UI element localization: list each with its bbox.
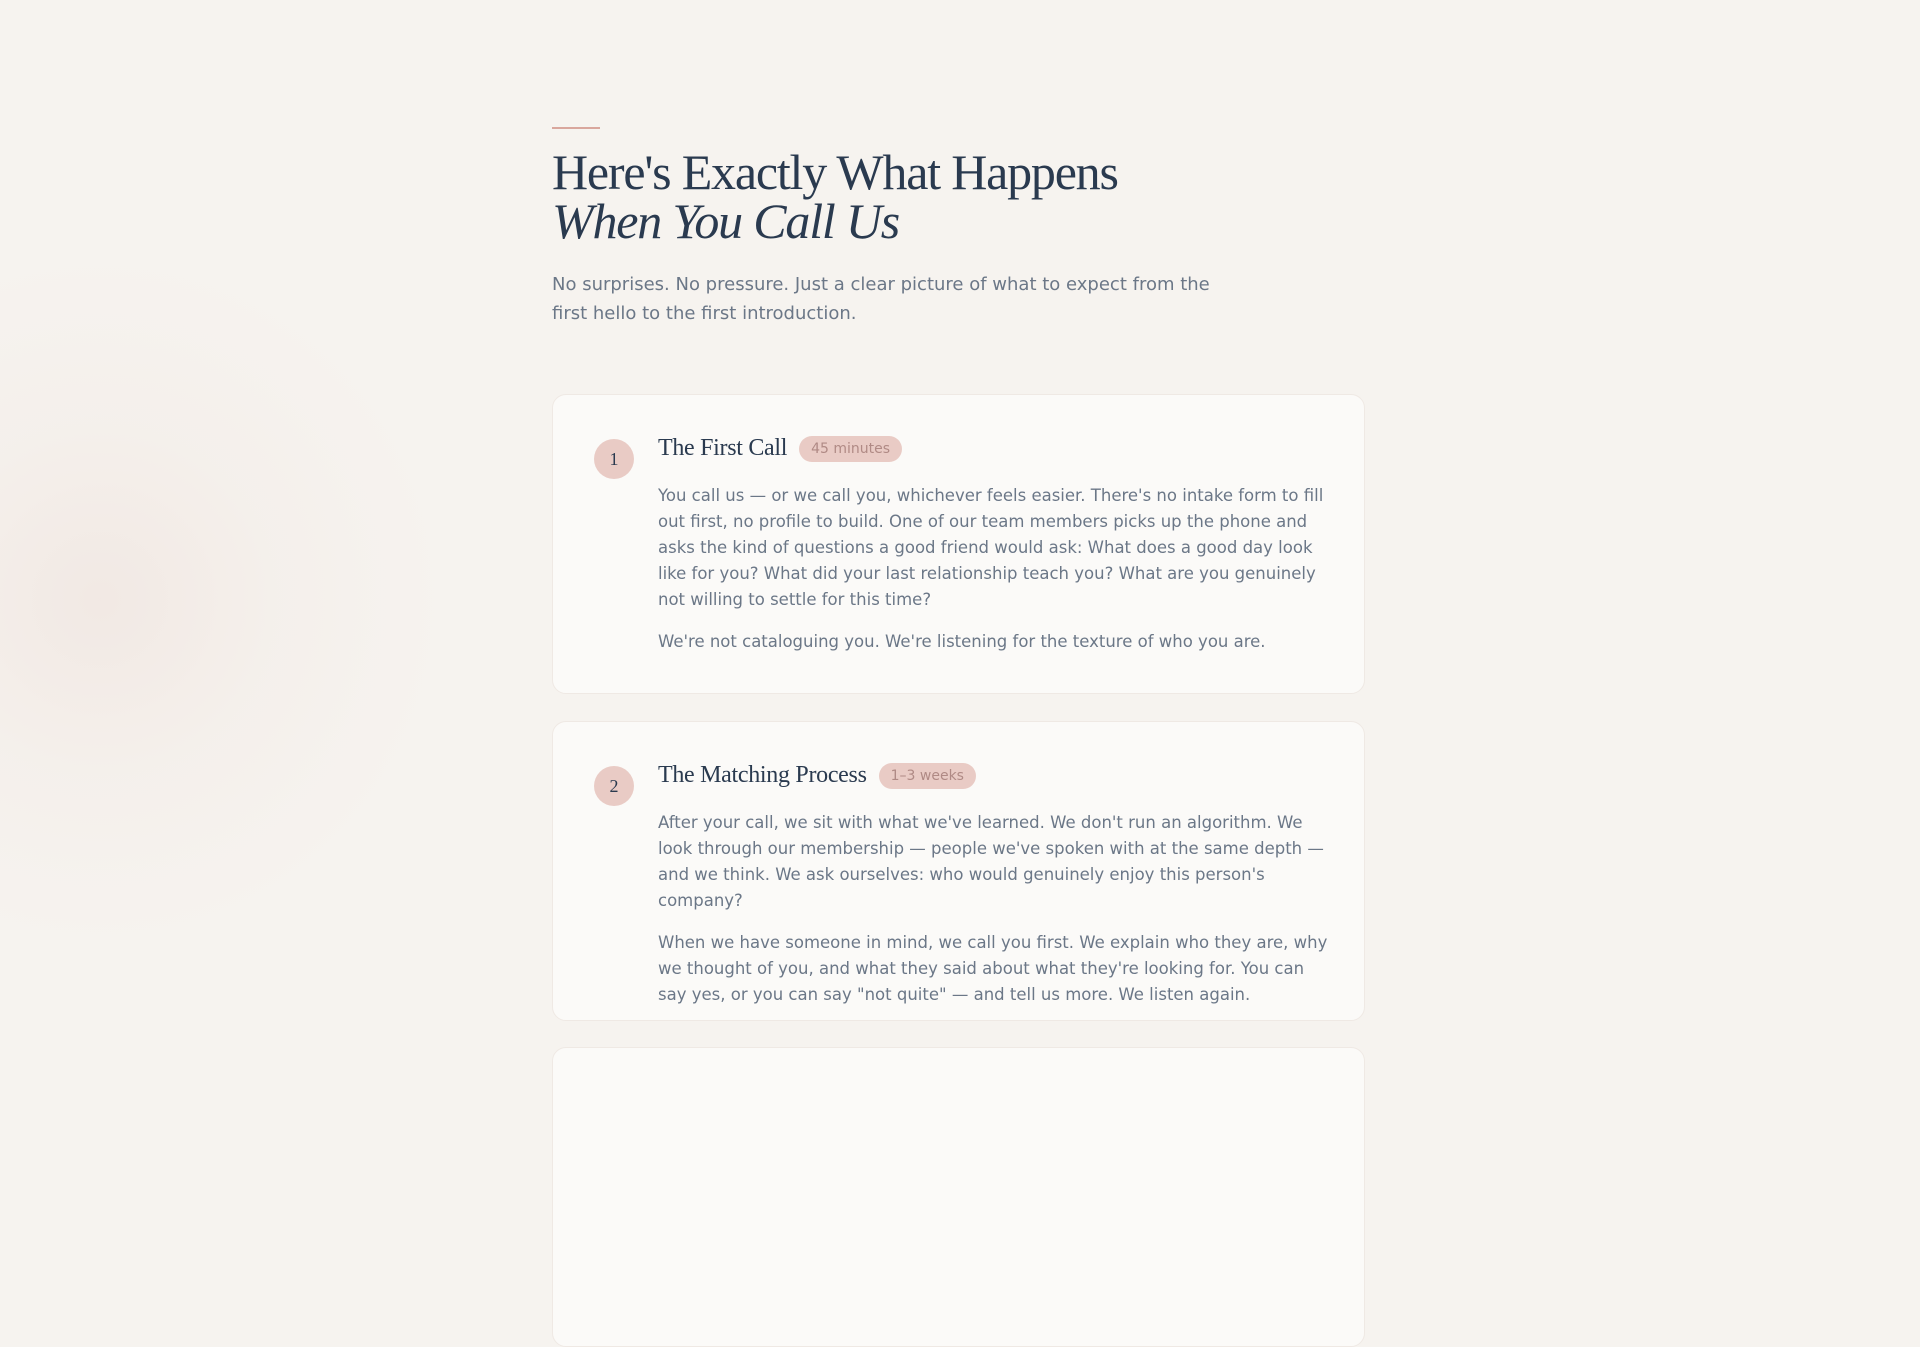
- step-body: [658, 483, 1333, 671]
- page-title: [552, 144, 1118, 249]
- step-card-2: [552, 721, 1365, 1021]
- step-number-badge: 2: [594, 766, 634, 806]
- step-paragraph: You call us — or we call you, whichever feels easier. There's no intake form to fill out first, no profile to build. One of our team members picks up the phone and asks the kind of questions a good friend would ask: What does a good day look like for you? What did your last relationship teach you? What are you genuinely not willing to settle for this time?: [658, 486, 1324, 609]
- step-header: [658, 435, 902, 462]
- accent-divider: [552, 127, 600, 129]
- title-line-1: Here's Exactly What Happens: [552, 144, 1118, 200]
- step-number-badge: 1: [594, 439, 634, 479]
- duration-badge: 1–3 weeks: [879, 763, 976, 789]
- step-paragraph: We're not cataloguing you. We're listening for the texture of who you are.: [658, 632, 1266, 651]
- step-header: [658, 762, 976, 789]
- duration-badge: 45 minutes: [799, 436, 902, 462]
- title-line-2: When You Call Us: [552, 193, 900, 249]
- step-card-3: [552, 1047, 1365, 1347]
- step-title: The Matching Process: [658, 762, 867, 788]
- step-title: The First Call: [658, 435, 788, 461]
- page-subtitle: No surprises. No pressure. Just a clear picture of what to expect from the first hello to the first introduction.: [552, 274, 1210, 324]
- step-paragraph: After your call, we sit with what we've learned. We don't run an algorithm. We look through our membership — people we've spoken with at the same depth — and we think. We ask ourselves: who would genuinely enjoy this person's company?: [658, 813, 1324, 910]
- step-card-1: [552, 394, 1365, 694]
- background-glow: [0, 250, 450, 950]
- step-paragraph: When we have someone in mind, we call you first. We explain who they are, why we thought of you, and what they said about what they're looking for. You can say yes, or you can say "not quite" — and tell us more. We listen again.: [658, 933, 1328, 1004]
- step-body: [658, 810, 1333, 1024]
